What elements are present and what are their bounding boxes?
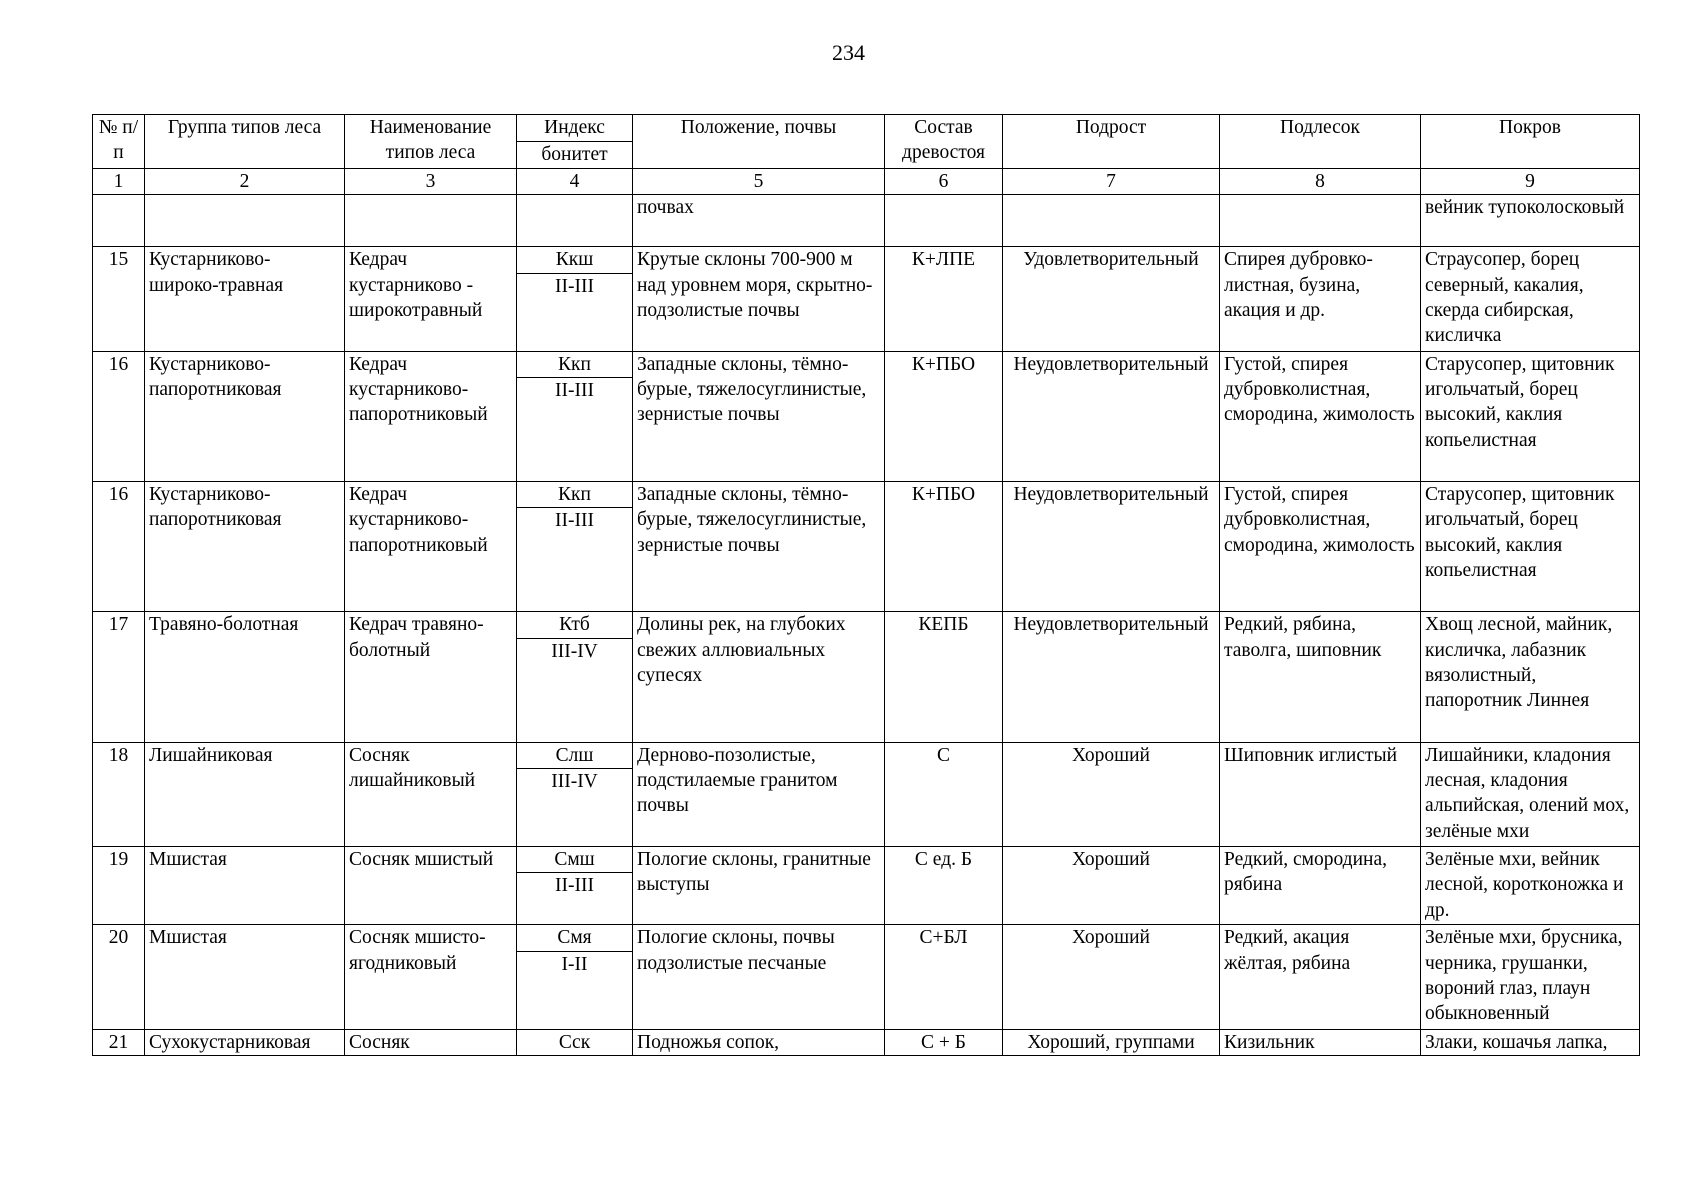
forest-type-name: Сосняк мшистый [345, 847, 517, 925]
type-index: Ккп [517, 351, 633, 377]
column-number: 1 [93, 169, 145, 195]
ground-cover: Лишайники, кладония лесная, кладония альпийская, олений мох, зелёные мхи [1421, 742, 1640, 846]
regrowth: Хороший [1003, 925, 1220, 1029]
stand-composition: С+БЛ [885, 925, 1003, 1029]
type-index: Сск [517, 1029, 633, 1055]
forest-type-name: Сосняк [345, 1029, 517, 1055]
column-number: 9 [1421, 169, 1640, 195]
continuation-row [93, 195, 1640, 247]
undergrowth: Спирея дубровко-листная, бузина, акация и др. [1220, 247, 1421, 351]
stand-composition: К+ЛПЕ [885, 247, 1003, 351]
header-bonitet: бонитет [517, 142, 633, 169]
header-composition: Состав древостоя [885, 115, 1003, 169]
forest-group: Мшистая [145, 925, 345, 1029]
regrowth: Неудовлетворительный [1003, 482, 1220, 612]
forest-type-name: Кедрач кустарниково-папоротниковый [345, 482, 517, 612]
header-row [93, 115, 1640, 142]
column-number: 3 [345, 169, 517, 195]
regrowth: Удовлетворительный [1003, 247, 1220, 351]
table-row [93, 247, 1640, 273]
column-number: 7 [1003, 169, 1220, 195]
forest-type-name: Кедрач травяно-болотный [345, 612, 517, 742]
undergrowth: Шиповник иглистый [1220, 742, 1421, 846]
position-soil: Западные склоны, тёмно-бурые, тяжелосуглинистые, зернистые почвы [633, 482, 885, 612]
bonitet: II-III [517, 378, 633, 482]
position-soil: Пологие склоны, почвы подзолистые песчаные [633, 925, 885, 1029]
column-numbers-row [93, 169, 1640, 195]
stand-composition: К+ПБО [885, 482, 1003, 612]
row-number: 16 [93, 482, 145, 612]
regrowth: Неудовлетворительный [1003, 351, 1220, 481]
type-index: Слш [517, 742, 633, 768]
type-index: Смя [517, 925, 633, 951]
type-index: Смш [517, 847, 633, 873]
ground-cover: Хвощ лесной, майник, кисличка, лабазник вязолистный, папоротник Линнея [1421, 612, 1640, 742]
bonitet: I-II [517, 951, 633, 1029]
regrowth: Хороший [1003, 847, 1220, 925]
bonitet: III-IV [517, 638, 633, 742]
bonitet: II-III [517, 508, 633, 612]
stand-composition: К+ПБО [885, 351, 1003, 481]
position-soil: Крутые склоны 700-900 м над уровнем моря, скрытно-подзолистые почвы [633, 247, 885, 351]
forest-type-name: Сосняк лишайниковый [345, 742, 517, 846]
bonitet: III-IV [517, 769, 633, 847]
forest-group: Кустарниково-папоротниковая [145, 351, 345, 481]
header-name: Наименование типов леса [345, 115, 517, 169]
forest-group: Кустарниково-широко-травная [145, 247, 345, 351]
table-row [93, 1029, 1640, 1055]
table-row [93, 847, 1640, 873]
undergrowth: Густой, спирея дубровколистная, смородина, жимолость [1220, 351, 1421, 481]
forest-group: Сухокустарниковая [145, 1029, 345, 1055]
regrowth: Хороший [1003, 742, 1220, 846]
continuation-cover: вейник тупоколосковый [1421, 195, 1640, 247]
ground-cover: Страусопер, борец северный, какалия, скерда сибирская, кисличка [1421, 247, 1640, 351]
regrowth: Хороший, группами [1003, 1029, 1220, 1055]
bonitet: II-III [517, 273, 633, 351]
forest-types-table [92, 114, 1640, 1056]
ground-cover: Зелёные мхи, брусника, черника, грушанки, вороний глаз, плаун обыкновенный [1421, 925, 1640, 1029]
type-index: Ккп [517, 482, 633, 508]
undergrowth: Редкий, смородина, рябина [1220, 847, 1421, 925]
row-number: 15 [93, 247, 145, 351]
header-soil: Положение, почвы [633, 115, 885, 169]
undergrowth: Редкий, акация жёлтая, рябина [1220, 925, 1421, 1029]
header-index: Индекс [517, 115, 633, 142]
row-number: 18 [93, 742, 145, 846]
position-soil: Западные склоны, тёмно-бурые, тяжелосуглинистые, зернистые почвы [633, 351, 885, 481]
forest-group: Лишайниковая [145, 742, 345, 846]
stand-composition: С ед. Б [885, 847, 1003, 925]
header-group: Группа типов леса [145, 115, 345, 169]
column-number: 6 [885, 169, 1003, 195]
forest-type-name: Сосняк мшисто-ягодниковый [345, 925, 517, 1029]
bonitet: II-III [517, 873, 633, 925]
ground-cover: Старусопер, щитовник игольчатый, борец высокий, каклия копьелистная [1421, 351, 1640, 481]
table-row [93, 482, 1640, 508]
column-number: 5 [633, 169, 885, 195]
header-cover: Покров [1421, 115, 1640, 169]
column-number: 4 [517, 169, 633, 195]
position-soil: Пологие склоны, гранитные выступы [633, 847, 885, 925]
table-row [93, 351, 1640, 377]
column-number: 2 [145, 169, 345, 195]
regrowth: Неудовлетворительный [1003, 612, 1220, 742]
position-soil: Подножья сопок, [633, 1029, 885, 1055]
undergrowth: Густой, спирея дубровколистная, смородина, жимолость [1220, 482, 1421, 612]
forest-type-name: Кедрач кустарниково-папоротниковый [345, 351, 517, 481]
row-number: 16 [93, 351, 145, 481]
stand-composition: С [885, 742, 1003, 846]
forest-type-name: Кедрач кустарниково - широкотравный [345, 247, 517, 351]
type-index: Ктб [517, 612, 633, 638]
table-row [93, 612, 1640, 638]
column-number: 8 [1220, 169, 1421, 195]
forest-group: Мшистая [145, 847, 345, 925]
page-number: 234 [832, 40, 865, 65]
stand-composition: С + Б [885, 1029, 1003, 1055]
row-number: 21 [93, 1029, 145, 1055]
ground-cover: Старусопер, щитовник игольчатый, борец высокий, каклия копьелистная [1421, 482, 1640, 612]
undergrowth: Редкий, рябина, таволга, шиповник [1220, 612, 1421, 742]
header-num: № п/п [93, 115, 145, 169]
type-index: Ккш [517, 247, 633, 273]
forest-group: Кустарниково-папоротниковая [145, 482, 345, 612]
ground-cover: Зелёные мхи, вейник лесной, коротконожка и др. [1421, 847, 1640, 925]
position-soil: Долины рек, на глубоких свежих аллювиальных супесях [633, 612, 885, 742]
row-number: 19 [93, 847, 145, 925]
header-undergrowth: Подлесок [1220, 115, 1421, 169]
stand-composition: КЕПБ [885, 612, 1003, 742]
table-row [93, 742, 1640, 768]
undergrowth: Кизильник [1220, 1029, 1421, 1055]
position-soil: Дерново-позолистые, подстилаемые гранитом почвы [633, 742, 885, 846]
row-number: 17 [93, 612, 145, 742]
forest-group: Травяно-болотная [145, 612, 345, 742]
row-number: 20 [93, 925, 145, 1029]
table-row [93, 925, 1640, 951]
header-regrowth: Подрост [1003, 115, 1220, 169]
ground-cover: Злаки, кошачья лапка, [1421, 1029, 1640, 1055]
continuation-soil: почвах [633, 195, 885, 247]
